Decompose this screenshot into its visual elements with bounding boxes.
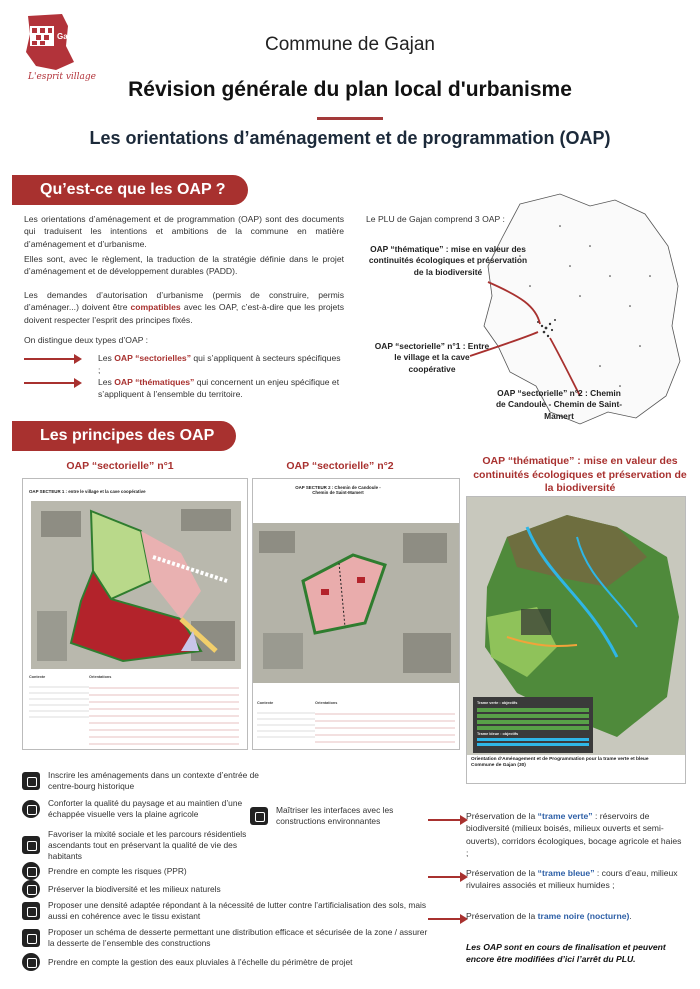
arrow-icon — [24, 354, 84, 364]
oap1-plan — [31, 501, 241, 669]
oap2-title: OAP “sectorielle” n°2 — [286, 460, 394, 472]
trame-bleue-text: Préservation de la “trame bleue” : cours d’eau, milieux rivulaires associés et milieux humides ; — [466, 868, 678, 891]
oap3-map-panel — [466, 496, 686, 784]
oap-type-thematique: Les OAP “thématiques” qui concernent un enjeu spécifique et s’appliquent à l’ensemble du territoire. — [24, 376, 344, 401]
principle-item: Proposer un schéma de desserte permettant une distribution efficace et sécurisée de la zone / assurer la desserte de l’ensemble des constructions — [22, 927, 432, 949]
page-subtitle: Les orientations d’aménagement et de programmation (OAP) — [89, 128, 611, 148]
risk-icon — [22, 862, 40, 880]
principle-item: Conforter la qualité du paysage et au maintien d’une échappée visuelle vers la plaine agricole — [22, 798, 262, 820]
commune-name: Commune de Gajan — [264, 34, 436, 55]
label-oap-sect1: OAP “sectorielle” n°1 : Entre le village et la cave coopérative — [374, 341, 490, 374]
social-mix-icon — [22, 836, 40, 854]
intro-paragraph-2: Elles sont, avec le règlement, la traduction de la stratégie définie dans le projet d’aménagement et de développement durables (PADD). — [24, 254, 344, 277]
oap2-legend-contexte: Contexte — [257, 701, 274, 705]
arrow-icon — [428, 914, 470, 924]
trame-noire-text: Préservation de la trame noire (nocturne). — [466, 911, 632, 921]
intro-paragraph-4: On distingue deux types d’OAP : — [24, 335, 149, 345]
logo-text: Gajan — [57, 32, 80, 41]
oap3-legend-trame-bleue: Trame bleue : objectifs — [477, 731, 519, 736]
title-divider — [317, 117, 383, 120]
oap-type-sectorielle: Les OAP “sectorielles” qui s’appliquent à secteurs spécifiques ; — [24, 352, 344, 377]
oap1-caption: OAP SECTEUR 1 : entre le village et la cave coopérative — [29, 489, 146, 494]
oap3-legend-trame-verte: Trame verte : objectifs — [477, 701, 518, 705]
principle-item: Prendre en compte la gestion des eaux pluviales à l’échelle du périmètre de projet — [22, 953, 432, 971]
arrow-icon — [24, 378, 84, 388]
page-title: Révision générale du plan local d'urbanisme — [128, 78, 572, 101]
plu-intro: Le PLU de Gajan comprend 3 OAP : — [366, 214, 505, 224]
principle-item: Prendre en compte les risques (PPR) — [22, 862, 262, 880]
logo-tagline: L'esprit village — [28, 72, 96, 82]
oap1-legend-orientations: Orientations — [89, 675, 112, 679]
principle-item: Préserver la biodiversité et les milieux naturels — [22, 880, 262, 898]
footer-note: Les OAP sont en cours de finalisation et peuvent encore être modifiées d’ici l’arrêt du PLU. — [466, 942, 666, 965]
intro-paragraph-3: Les demandes d’autorisation d’urbanisme (permis de construire, permis d’aménager...) doivent être compatibles avec les OAP, c’est-à-dire que les projets doivent respecter l’esprit des principes fixés. — [24, 290, 344, 325]
section-what-is-oap: Qu’est-ce que les OAP ? — [18, 175, 248, 205]
rainwater-icon — [22, 953, 40, 971]
principle-item: Favoriser la mixité sociale et les parcours résidentiels ascendants tout en préservant la qualité de vie des habitants — [22, 829, 262, 862]
oap2-caption: OAP SECTEUR 2 : Chemin de Candoule - Chemin de Saint-Mamert — [295, 485, 381, 495]
intro-paragraph-1: Les orientations d’aménagement et de programmation (OAP) sont des documents qui traduisent les intentions et ambitions de la commune en matière d’aménagement et d’urbanisme. — [24, 214, 344, 249]
oap3-title: OAP “thématique” : mise en valeur des continuités écologiques et préservation de la biodiversité — [473, 455, 687, 495]
label-oap-sect2: OAP “sectorielle” n°2 : Chemin de Candoule - Chemin de Saint-Mamert — [495, 388, 623, 421]
label-oap-thematique: OAP “thématique” : mise en valeur des continuités écologiques et préservation de la biodiversité — [368, 244, 528, 277]
biodiversity-icon — [22, 880, 40, 898]
principle-item: Inscrire les aménagements dans un contexte d’entrée de centre-bourg historique — [22, 770, 262, 792]
oap2-map-panel — [252, 478, 460, 750]
oap2-plan — [253, 523, 459, 683]
arrow-icon — [428, 815, 470, 825]
density-icon — [22, 902, 40, 920]
trame-verte-text: Préservation de la “trame verte” : réservoirs de biodiversité (milieux boisés, milieux ouverts et semi-ouverts), corridors écologiques, bocage agricole et haies ; — [466, 811, 682, 859]
interfaces-icon — [250, 807, 268, 825]
oap1-map-panel — [22, 478, 248, 750]
oap2-legend-orientations: Orientations — [315, 701, 338, 705]
road-network-icon — [22, 929, 40, 947]
oap3-caption: Orientation d’Aménagement et de Programmation pour la trame verte et bleue Commune de Gajan (30) — [471, 757, 649, 769]
section-principles: Les principes des OAP — [18, 421, 236, 451]
landscape-view-icon — [22, 800, 40, 818]
oap1-legend-contexte: Contexte — [29, 675, 46, 679]
principle-item: Proposer une densité adaptée répondant à la nécessité de lutter contre l’artificialisation des sols, mais aussi en cohérence avec le tissu existant — [22, 900, 432, 922]
arrow-icon — [428, 872, 470, 882]
principle-item: Maîtriser les interfaces avec les constructions environnantes — [250, 805, 430, 827]
oap1-title: OAP “sectorielle” n°1 — [66, 460, 174, 472]
historic-entrance-icon — [22, 772, 40, 790]
